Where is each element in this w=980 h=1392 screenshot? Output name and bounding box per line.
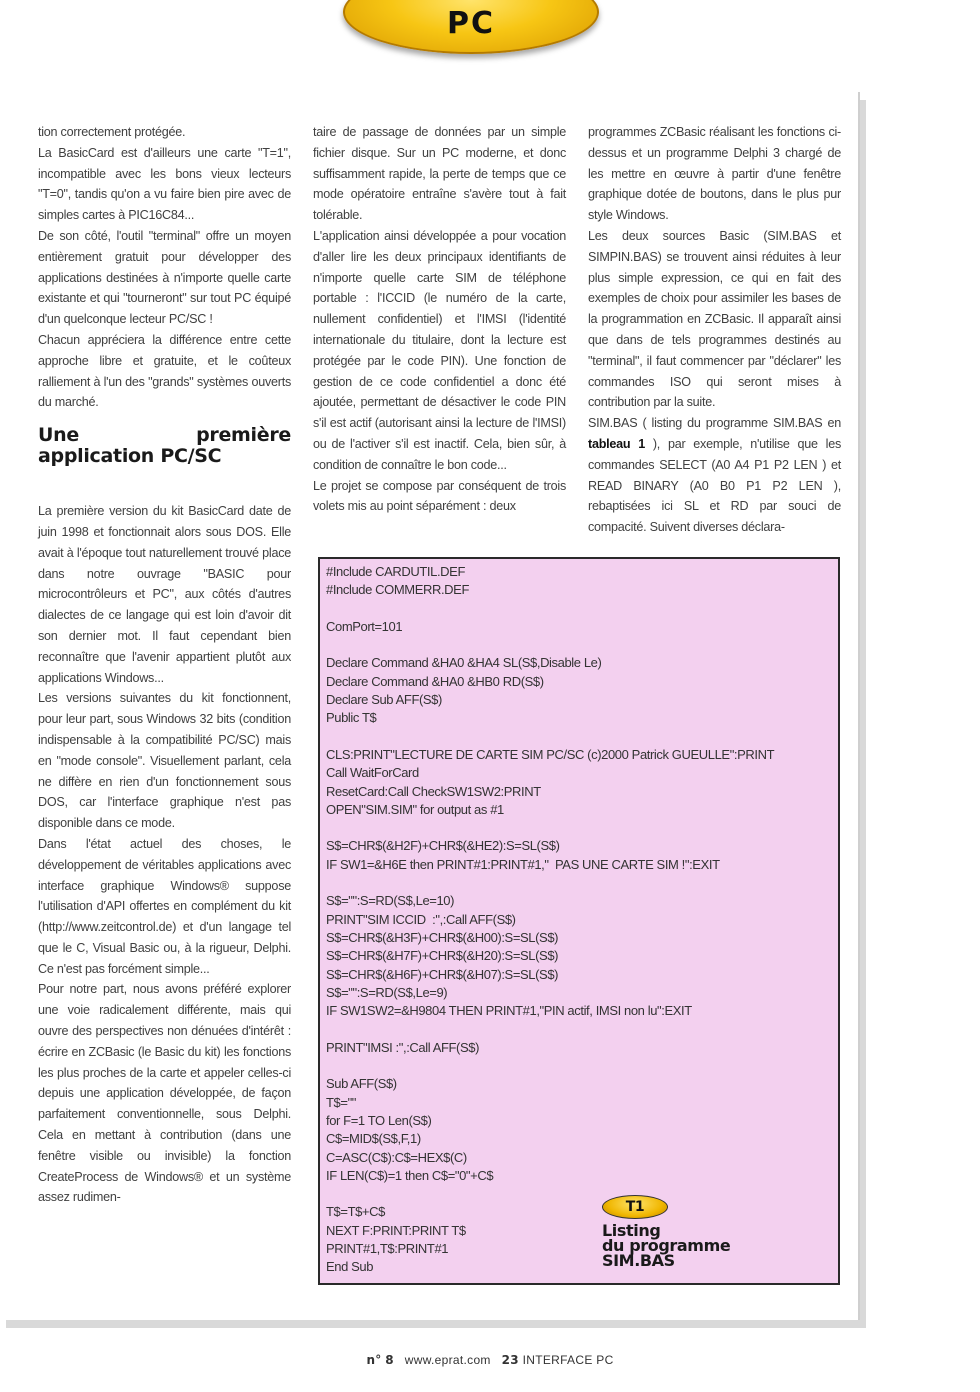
paragraph: Les versions suivantes du kit fonctionnent, pour leur part, sous Windows 32 bits (condition indispensable à la compatibilité PC/SC) mais en "mode console". Visuellement parlant, cela ne diffère en rien d'un fonctionnement sous DOS, car l'interface graphique n'est pas disponible dans ce mode. [38,691,291,831]
listing-caption [602,1195,802,1268]
site-url: www.eprat.com [404,1353,491,1367]
section-heading: Une première application PC/SC [38,424,291,468]
code-line: IF LEN(C$)=1 then C$="0"+C$ [326,1167,494,1183]
caption-text [602,1223,802,1268]
code-line: Declare Sub AFF(S$) [326,692,442,708]
code-line: S$=CHR$(&H7F)+CHR$(&H20):S=SL(S$) [326,948,559,964]
text-run: SIM.BAS ( listing du programme SIM.BAS en [588,416,841,431]
article-column-2 [313,122,566,517]
code-line: S$=CHR$(&H6F)+CHR$(&H07):S=SL(S$) [326,966,559,982]
paragraph: Dans l'état actuel des choses, le développement de véritables applications avec interface graphique Windows® suppose l'utilisation d'API offertes en complément du kit (http://www.zeitcontrol.de) et d'un langage tel que le C, Visual Basic ou, à la rigueur, Delphi. Ce n'est pas forcément simple... [38,836,291,976]
code-line [326,874,834,892]
paragraph: Chacun appréciera la différence entre cette approche libre et gratuite, et le coûteux ralliement à l'un des "grands" systèmes ouverts du marché. [38,332,291,410]
page-footer [0,1353,980,1367]
code-line: ComPort=101 [326,618,403,634]
table-reference: tableau 1 [588,436,645,451]
paragraph: tion correctement protégée. [38,125,186,139]
code-line [326,728,834,746]
text-run: ), par exemple, n'utilise que les commandes SELECT (A0 A4 P1 P2 LEN ) et READ BINARY (A0 B0 P1 P2 LEN ), rebaptisées ici SL et RD par souci de compacité. Suivent diverses déclara- [588,436,841,535]
paragraph: programmes ZCBasic réalisant les fonctions ci-dessus et un programme Delphi 3 chargé de les mettre en œuvre à partir d'une fenêtre graphique dotée de boutons, dans le plus pur style Windows. [588,125,841,223]
caption-line: du programme [602,1236,731,1255]
section-badge [343,0,599,54]
table-badge: T1 [602,1195,668,1219]
paragraph: L'application ainsi développée a pour vocation d'aller lire les deux principaux identifiants de n'importe quelle carte SIM de téléphone portable : l'ICCID (le numéro de la carte, nullement confidentiel) et l'IMSI (l'identité internationale du titulaire, dont la lecture est protégée par le code PIN). Une fonction de gestion de ce code confidentiel a donc été ajoutée, permettant de désactiver le code PIN s'il est actif (autorisant ainsi la lecture de l'IMSI) ou de l'activer s'il est inactif. Cela, bien sûr, à condition de connaître le bon code... [313,228,566,472]
code-line: C=ASC(C$):C$=HEX$(C) [326,1149,467,1165]
code-line: CLS:PRINT"LECTURE DE CARTE SIM PC/SC (c)2000 Patrick GUEULLE":PRINT [326,746,775,762]
code-line: #Include CARDUTIL.DEF [326,564,465,579]
code-lines [326,563,834,1277]
paragraph [588,413,841,538]
issue-number: 8 [385,1353,394,1367]
code-line: Sub AFF(S$) [326,1076,397,1092]
paragraph: La BasicCard est d'ailleurs une carte "T=1", incompatible avec les bons vieux lecteurs "T=0", tandis qu'on a vu faire bien pire avec de simples cartes à PIC16C84... [38,145,291,223]
paragraph: Le projet se compose par conséquent de trois volets mis au point séparément : deux [313,478,566,514]
article-column-1 [38,122,291,1208]
code-line: Declare Command &HA0 &HA4 SL(S$,Disable Le) [326,655,602,671]
code-line: S$="":S=RD(S$,Le=10) [326,893,455,909]
code-line [326,636,834,654]
caption-line: SIM.BAS [602,1251,675,1270]
code-line: OPEN"SIM.SIM" for output as #1 [326,801,504,817]
code-line: PRINT#1,T$:PRINT#1 [326,1240,449,1256]
article-column-3 [588,122,841,538]
code-line [326,1020,834,1038]
paragraph: De son côté, l'outil "terminal" offre un moyen entièrement gratuit pour développer des applications destinées à n'importe quelle carte existante et qui "tourneront" sur tout PC équipé d'un quelconque lecteur PC/SC ! [38,228,291,327]
code-listing [318,557,840,1285]
code-line: End Sub [326,1259,374,1275]
code-line: S$=CHR$(&H2F)+CHR$(&HE2):S=SL(S$) [326,838,560,854]
code-line [326,1057,834,1075]
code-line: T$="" [326,1094,356,1110]
code-line: #Include COMMERR.DEF [326,582,469,598]
issue-label: n° [366,1353,382,1367]
code-line: Public T$ [326,710,377,726]
code-line [326,600,834,618]
code-line: T$=T$+C$ [326,1204,385,1220]
paragraph: La première version du kit BasicCard date de juin 1998 et fonctionnait alors sous DOS. Elle avait à l'époque tout naturellement trouvé place dans notre ouvrage "BASIC pour microcontrôleurs et PC", aux côtés d'autres dialectes de ce langage qui est loin d'avoir dit son dernier mot. Il faut cependant bien reconnaître que l'avenir appartient plutôt aux applications Windows... [38,504,291,685]
caption-line: Listing [602,1221,661,1240]
code-line: PRINT"IMSI :",:Call AFF(S$) [326,1039,480,1055]
code-line: ResetCard:Call CheckSW1SW2:PRINT [326,783,541,799]
paragraph: Les deux sources Basic (SIM.BAS et SIMPIN.BAS) se trouvent ainsi réduites à leur plus simple expression, ce qui en fait des exemples de choix pour assimiler les bases de la programmation en ZCBasic. Il apparaît ainsi que dans de tels programmes destinés au "terminal", il faut commencer par "déclarer" les commandes ISO qui seront mises à contribution par la suite. [588,228,841,410]
paragraph: taire de passage de données par un simple fichier disque. Sur un PC moderne, et donc suffisamment rapide, la perte de temps que ce mode opératoire entraîne s'avère tout à fait tolérable. [313,125,566,223]
page-number: 23 [501,1353,519,1367]
code-line: NEXT F:PRINT:PRINT T$ [326,1222,466,1238]
code-line: PRINT"SIM ICCID :",:Call AFF(S$) [326,911,516,927]
code-line: Declare Command &HA0 &HB0 RD(S$) [326,673,544,689]
code-line: C$=MID$(S$,F,1) [326,1131,421,1147]
paragraph: Pour notre part, nous avons préféré explorer une voie radicalement différente, mais qui ouvre des perspectives non dénuées d'intérêt : écrire en ZCBasic (le Basic du kit) les fonctions les plus proches de la carte et appeler celles-ci depuis une application développée, de façon parfaitement conventionnelle, sous Delphi. Cela en mettant à contribution (dans une fenêtre visible ou invisible) la fonction CreateProcess de Windows® et un système assez rudimen- [38,982,291,1205]
code-line: S$=CHR$(&H3F)+CHR$(&H00):S=SL(S$) [326,929,559,945]
code-line: IF SW1SW2=&H9804 THEN PRINT#1,"PIN actif, IMSI non lu":EXIT [326,1003,692,1019]
code-line: for F=1 TO Len(S$) [326,1112,432,1128]
code-line: IF SW1=&H6E then PRINT#1:PRINT#1," PAS UNE CARTE SIM !":EXIT [326,856,720,872]
code-line: S$="":S=RD(S$,Le=9) [326,984,448,1000]
section-badge-label: PC [446,6,495,41]
code-line: Call WaitForCard [326,765,419,781]
magazine-name: INTERFACE PC [522,1353,614,1367]
code-line [326,819,834,837]
